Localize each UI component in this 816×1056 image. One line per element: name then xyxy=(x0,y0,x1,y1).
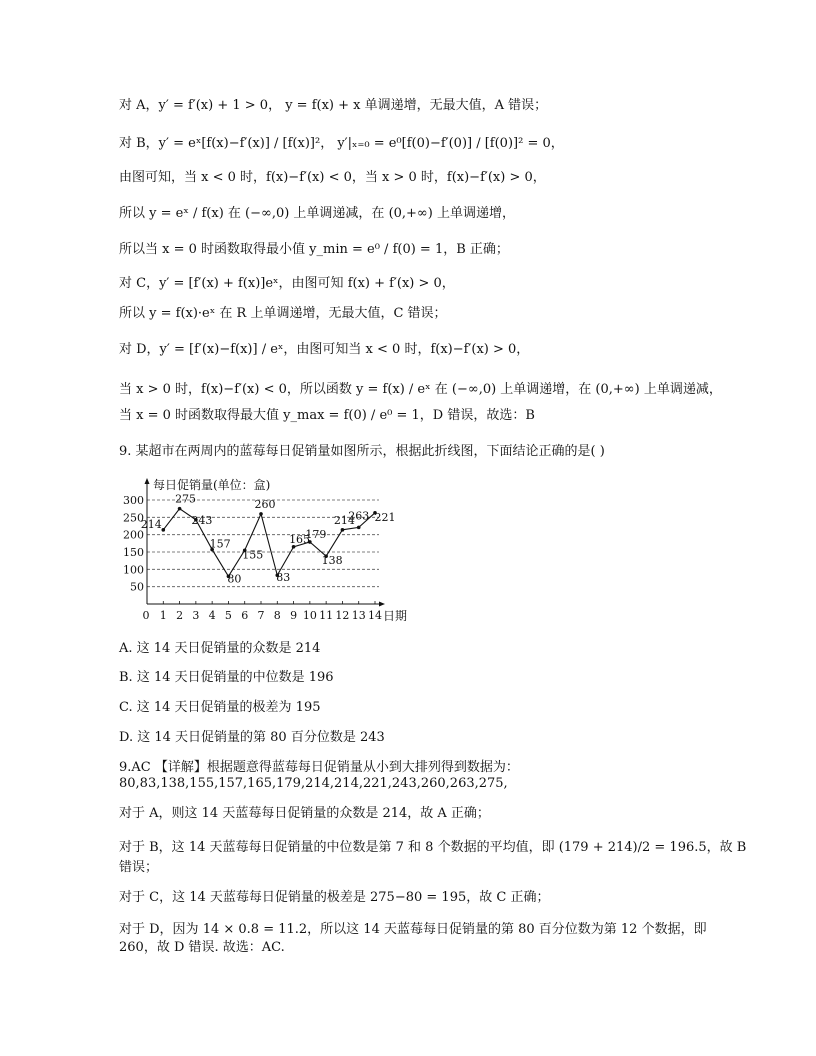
data-point xyxy=(341,528,345,532)
option-d: D. 这 14 天日促销量的第 80 百分位数是 243 xyxy=(119,730,385,745)
data-label: 221 xyxy=(374,510,396,524)
data-label: 179 xyxy=(305,527,327,541)
option-c: C. 这 14 天日促销量的极差为 195 xyxy=(119,700,321,715)
data-label: 165 xyxy=(289,532,311,546)
x-tick-label: 7 xyxy=(257,609,265,622)
data-label: 214 xyxy=(140,517,162,531)
x-tick-label: 6 xyxy=(241,609,249,622)
answer-line: 错误； xyxy=(119,860,159,875)
text-line: 所以 y = eˣ / f(x) 在 (−∞,0) 上单调递减，在 (0,+∞) 上单调递增， xyxy=(119,206,515,221)
answer-line: 对于 D，因为 14 × 0.8 = 11.2，所以这 14 天蓝莓每日促销量的第 80 百分位数为第 12 个数据，即 xyxy=(119,922,707,937)
text-line: 所以 y = f(x)·eˣ 在 R 上单调递增，无最大值，C 错误； xyxy=(119,306,447,321)
text-line: 所以当 x = 0 时函数取得最小值 y_min = e⁰ / f(0) = 1，B 正确； xyxy=(119,242,509,257)
text-line: 对 B，y′ = eˣ[f(x)−f′(x)] / [f(x)]²， y′|ₓ₌₀ = e⁰[f(0)−f′(0)] / [f(0)]² = 0， xyxy=(119,136,564,151)
x-tick-label: 5 xyxy=(224,609,232,622)
x-axis-label: 日期 xyxy=(383,609,408,623)
x-tick-label: 1 xyxy=(159,609,167,622)
data-label: 275 xyxy=(175,492,197,506)
y-axis-arrow xyxy=(145,478,150,484)
option-b: B. 这 14 天日促销量的中位数是 196 xyxy=(119,670,334,685)
chart-title: 每日促销量(单位：盒) xyxy=(153,478,271,492)
text-line: 当 x = 0 时函数取得最大值 y_max = f(0) / e⁰ = 1，D 错误，故选：B xyxy=(119,408,535,423)
data-point xyxy=(259,512,263,516)
question-text: 9. 某超市在两周内的蓝莓每日促销量如图所示，根据此折线图，下面结论正确的是( ) xyxy=(119,444,605,459)
data-point xyxy=(357,526,361,530)
x-tick-label: 0 xyxy=(142,609,150,622)
text-line: 对 A，y′ = f′(x) + 1 > 0， y = f(x) + x 单调递增，无最大值，A 错误； xyxy=(119,98,548,113)
data-point xyxy=(178,507,182,511)
x-tick-label: 2 xyxy=(176,609,184,622)
answer-line: 80,83,138,155,157,165,179,214,214,221,243,260,263,275, xyxy=(119,776,508,791)
y-tick-label: 200 xyxy=(123,528,144,542)
data-label: 263 xyxy=(348,509,370,523)
data-label: 157 xyxy=(209,537,231,551)
y-tick-label: 300 xyxy=(123,494,144,507)
text-line: 对 D，y′ = [f′(x)−f(x)] / eˣ，由图可知当 x < 0 时，f(x)−f′(x) > 0， xyxy=(119,342,530,357)
data-label: 155 xyxy=(242,548,264,562)
y-tick-label: 150 xyxy=(123,546,144,559)
data-label: 260 xyxy=(254,497,276,511)
text-line: 当 x > 0 时，f(x)−f′(x) < 0，所以函数 y = f(x) / eˣ 在 (−∞,0) 上单调递增，在 (0,+∞) 上单调递减， xyxy=(119,382,722,397)
y-tick-label: 250 xyxy=(123,511,144,525)
text-line: 由图可知，当 x < 0 时，f(x)−f′(x) < 0，当 x > 0 时，f(x)−f′(x) > 0， xyxy=(119,170,546,185)
data-label: 80 xyxy=(227,572,242,586)
x-tick-label: 10 xyxy=(302,609,317,622)
answer-line: 9.AC 【详解】根据题意得蓝莓每日促销量从小到大排列得到数据为： xyxy=(119,760,519,775)
x-tick-label: 14 xyxy=(368,609,382,622)
text-line: 对 C，y′ = [f′(x) + f(x)]eˣ，由图可知 f(x) + f′(x) > 0， xyxy=(119,276,455,291)
x-tick-label: 3 xyxy=(192,609,200,622)
option-a: A. 这 14 天日促销量的众数是 214 xyxy=(119,641,321,656)
x-tick-label: 8 xyxy=(273,609,281,622)
data-label: 214 xyxy=(333,513,355,527)
x-axis-arrow xyxy=(379,602,385,607)
answer-line: 对于 B，这 14 天蓝莓每日促销量的中位数是第 7 和 8 个数据的平均值，即 (179 + 214)/2 = 196.5，故 B xyxy=(119,840,747,855)
x-tick-label: 4 xyxy=(208,609,216,622)
answer-line: 260，故 D 错误. 故选：AC. xyxy=(119,940,285,955)
x-tick-label: 13 xyxy=(351,609,366,622)
answer-line: 对于 A，则这 14 天蓝莓每日促销量的众数是 214，故 A 正确； xyxy=(119,806,490,821)
data-label: 243 xyxy=(191,513,213,527)
x-tick-label: 9 xyxy=(290,609,298,622)
data-label: 83 xyxy=(276,571,291,585)
x-tick-label: 11 xyxy=(319,609,334,622)
y-tick-label: 100 xyxy=(123,563,144,577)
data-point xyxy=(161,528,165,532)
y-tick-label: 50 xyxy=(130,580,144,594)
x-tick-label: 12 xyxy=(335,609,350,622)
sales-line-chart xyxy=(117,474,417,626)
answer-line: 对于 C，这 14 天蓝莓每日促销量的极差是 275−80 = 195，故 C 正确； xyxy=(119,890,550,905)
data-label: 138 xyxy=(321,554,343,568)
